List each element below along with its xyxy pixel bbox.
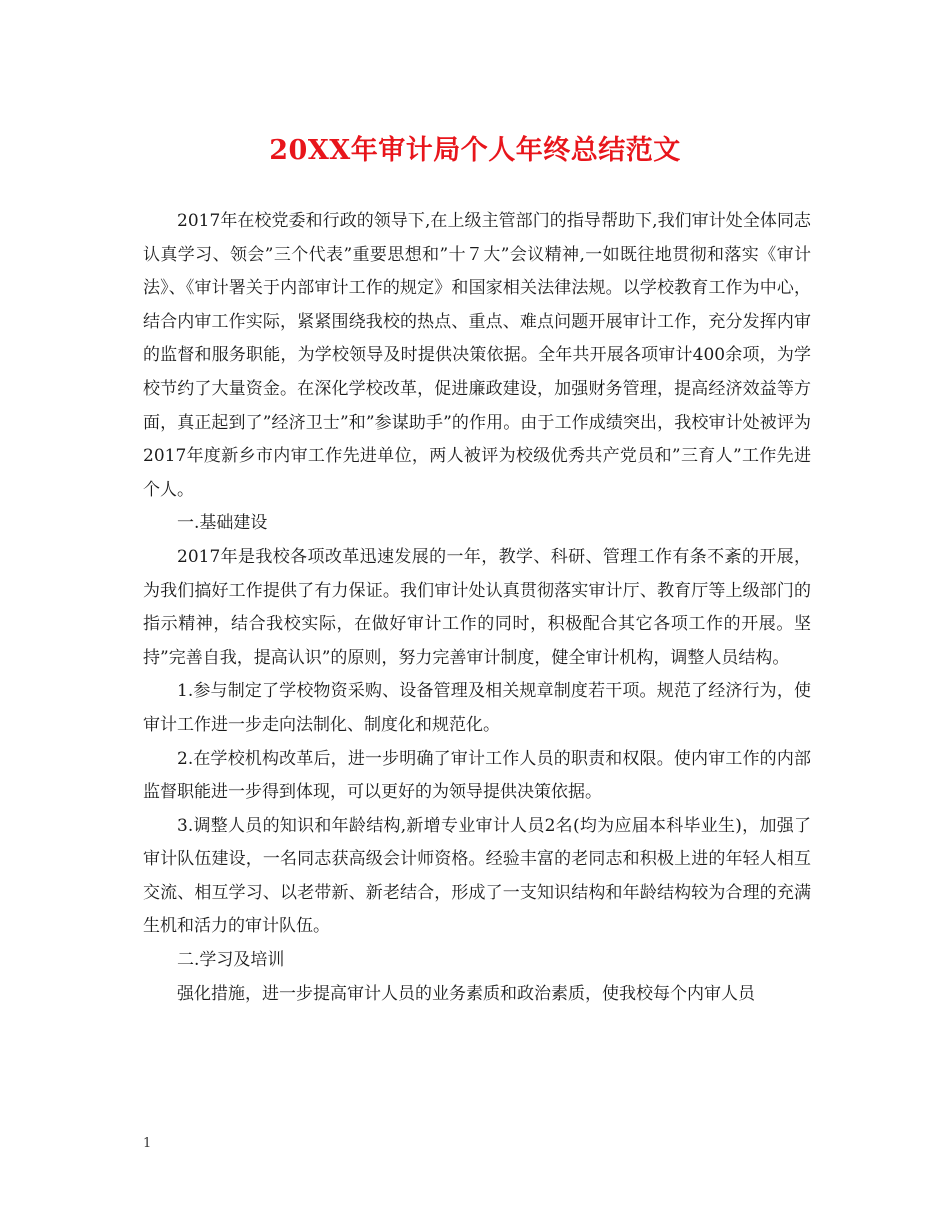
list-item-3: 3.调整人员的知识和年龄结构,新增专业审计人员2名(均为应届本科毕业生)，加强了审计队伍建设，一名同志获高级会计师资格。经验丰富的老同志和积极上进的年轻人相互交流、相互学习、以老带新、新老结合，形成了一支知识结构和年龄结构较为合理的充满生机和活力的审计队伍。: [143, 815, 811, 937]
intro-paragraph: 2017年在校党委和行政的领导下,在上级主管部门的指导帮助下,我们审计处全体同志认真学习、领会”三个代表”重要思想和”十７大”会议精神,一如既往地贯彻和落实《审计法》、《审计署关于内部审计工作的规定》和国家相关法律法规。以学校教育工作为中心，结合内审工作实际，紧紧围绕我校的热点、重点、难点问题开展审计工作，充分发挥内审的监督和服务职能，为学校领导及时提供决策依据。全年共开展各项审计400余项，为学校节约了大量资金。在深化学校改革，促进廉政建设，加强财务管理，提高经济效益等方面，真正起到了”经济卫士”和”参谋助手”的作用。由于工作成绩突出，我校审计处被评为2017年度新乡市内审工作先进单位，两人被评为校级优秀共产党员和”三育人”工作先进个人。: [143, 211, 811, 500]
study-training-paragraph: 强化措施，进一步提高审计人员的业务素质和政治素质，使我校每个内审人员: [177, 983, 755, 1004]
section-heading-study-training: 二.学习及培训: [177, 950, 285, 971]
list-item-1: 1.参与制定了学校物资采购、设备管理及相关规章制度若干项。规范了经济行为，使审计工作进一步走向法制化、制度化和规范化。: [143, 681, 811, 735]
list-item-2: 2.在学校机构改革后，进一步明确了审计工作人员的职责和权限。使内审工作的内部监督职能进一步得到体现，可以更好的为领导提供决策依据。: [143, 748, 811, 803]
document-body: [143, 205, 811, 1011]
section-heading-basic-construction: 一.基础建设: [177, 513, 268, 534]
document-title: 20XX年审计局个人年终总结范文: [269, 135, 681, 166]
page-number: 1: [143, 1136, 152, 1151]
basic-construction-paragraph: 2017年是我校各项改革迅速发展的一年，教学、科研、管理工作有条不紊的开展，为我们搞好工作提供了有力保证。我们审计处认真贯彻落实审计厅、教育厅等上级部门的指示精神，结合我校实际，在做好审计工作的同时，积极配合其它各项工作的开展。坚持”完善自我，提高认识”的原则，努力完善审计制度，健全审计机构，调整人员结构。: [143, 546, 811, 668]
